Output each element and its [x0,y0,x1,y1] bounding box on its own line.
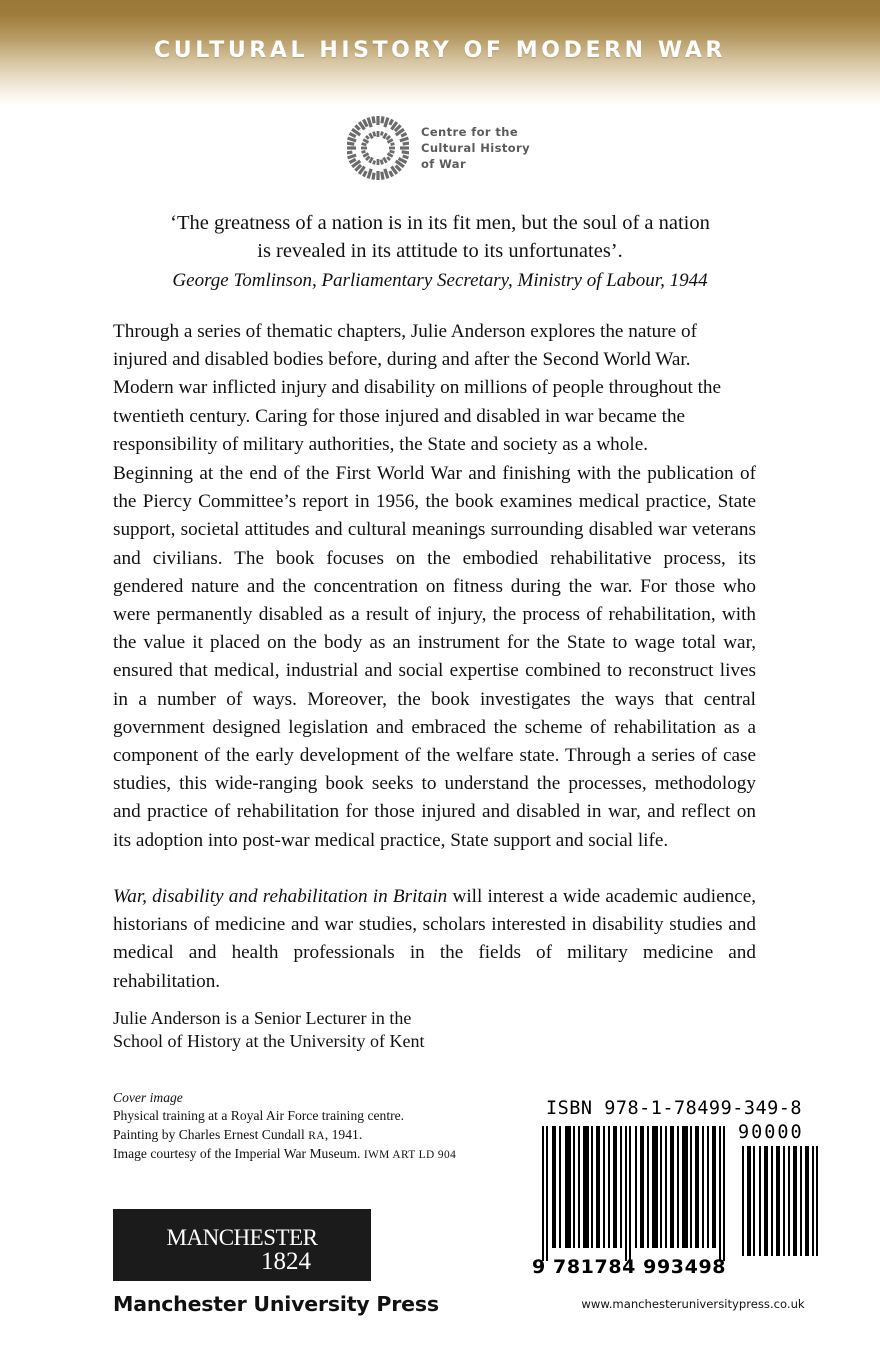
centre-logo-line-3: of War [421,157,467,171]
isbn-label: ISBN 978-1-78499-349-8 [546,1098,803,1119]
blurb-paragraph-2: Beginning at the end of the First World War and finishing with the publication of the Piercy Committee’s report in 1956, the book examines medical practice, State support, societal attitudes and cultural meanings surrounding disabled war veterans and civilians. The book focuses on the embodied rehabilitative process, its gendered nature and the concentration on fitness during the war. For those who were permanently disabled as a result of injury, the process of rehabilitation, with the value it placed on the body as an instrument for the State to wage total war, ensured that medical, industrial and social expertise combined to reconstruct lives in a number of ways. Moreover, the book investigates the ways that central government designed legislation and embraced the scheme of rehabilitation as a component of the early development of the welfare state. Through a series of case studies, this wide-ranging book seeks to understand the processes, methodology and practice of rehabilitation for those injured and disabled in war, and reflect on its adoption into post-war medical practice, State support and social life. [113,463,756,851]
author-note [113,1007,613,1053]
centre-logo [347,113,537,183]
cover-credit-line-1: Physical training at a Royal Air Force training centre. [113,1108,405,1124]
ean13-digits: 9 781784 993498 [532,1256,727,1278]
cover-image-credit [113,1089,543,1165]
cover-credit-heading: Cover image [113,1090,183,1105]
cover-credit-line-2-a: Painting by Charles Ernest Cundall [113,1126,309,1142]
ean13-barcode [534,1126,730,1261]
cover-credit-accession-number: IWM ART LD 904 [363,1149,457,1162]
blurb-paragraph-3-wrap [113,883,756,1014]
series-banner-title: CULTURAL HISTORY OF MODERN WAR [154,38,726,63]
quote-line-2: is revealed in its attitude to its unfortunates’. [257,240,623,262]
blurb-paragraph-3-rest: will interest a wide academic audience, historians of medicine and war studies, scholars interested in disability studies and medical and health professionals in the fields of military medicine and rehabilitation. [113,886,757,992]
pull-quote [110,209,770,295]
cover-credit-line-2-b: , 1941. [324,1126,363,1142]
series-banner [0,0,880,105]
cover-credit-artist-suffix: RA [308,1129,325,1142]
cover-credit-line-2 [113,1126,543,1145]
manchester-press-mark [113,1209,371,1281]
centre-logo-line-2: Cultural History [421,141,531,155]
ean5-addon-barcode [740,1146,820,1256]
blurb-paragraph-1: Through a series of thematic chapters, Julie Anderson explores the nature of injured and disabled bodies before, during and after the Second World War. Modern war inflicted injury and disability on millions of people throughout the twentieth century. Caring for those injured and disabled in war became the responsibility of military authorities, the State and society as a whole. [113,321,722,455]
manchester-wordmark: manchester [166,1217,318,1253]
centre-logo-text [421,124,530,172]
publisher-logo [113,1209,439,1316]
manchester-founding-year: 1824 [261,1248,311,1275]
author-note-line-2: School of History at the University of Kent [113,1031,425,1051]
blurb-paragraph-3 [113,883,756,996]
quote-attribution: George Tomlinson, Parliamentary Secretary, Ministry of Labour, 1944 [172,270,708,291]
blurb-book-title: War, disability and rehabilitation in Britain [113,886,448,907]
blurb-paragraph-2-wrap [113,460,756,873]
publisher-website[interactable]: www.manchesteruniversitypress.co.uk [581,1297,805,1311]
publisher-name: Manchester University Press [113,1292,439,1316]
cover-credit-line-3 [113,1145,543,1164]
isbn-barcode-zone [534,1098,824,1298]
textured-double-ring-icon [347,115,409,181]
cover-credit-line-3-a: Image courtesy of the Imperial War Museum. [113,1146,364,1162]
blurb-paragraph-1-wrap [113,318,756,477]
quote-line-1: ‘The greatness of a nation is in its fit men, but the soul of a nation [170,212,710,234]
author-note-line-1: Julie Anderson is a Senior Lecturer in the [113,1008,412,1028]
centre-logo-line-1: Centre for the [421,125,519,139]
isbn-addon-number: 90000 [738,1122,804,1143]
